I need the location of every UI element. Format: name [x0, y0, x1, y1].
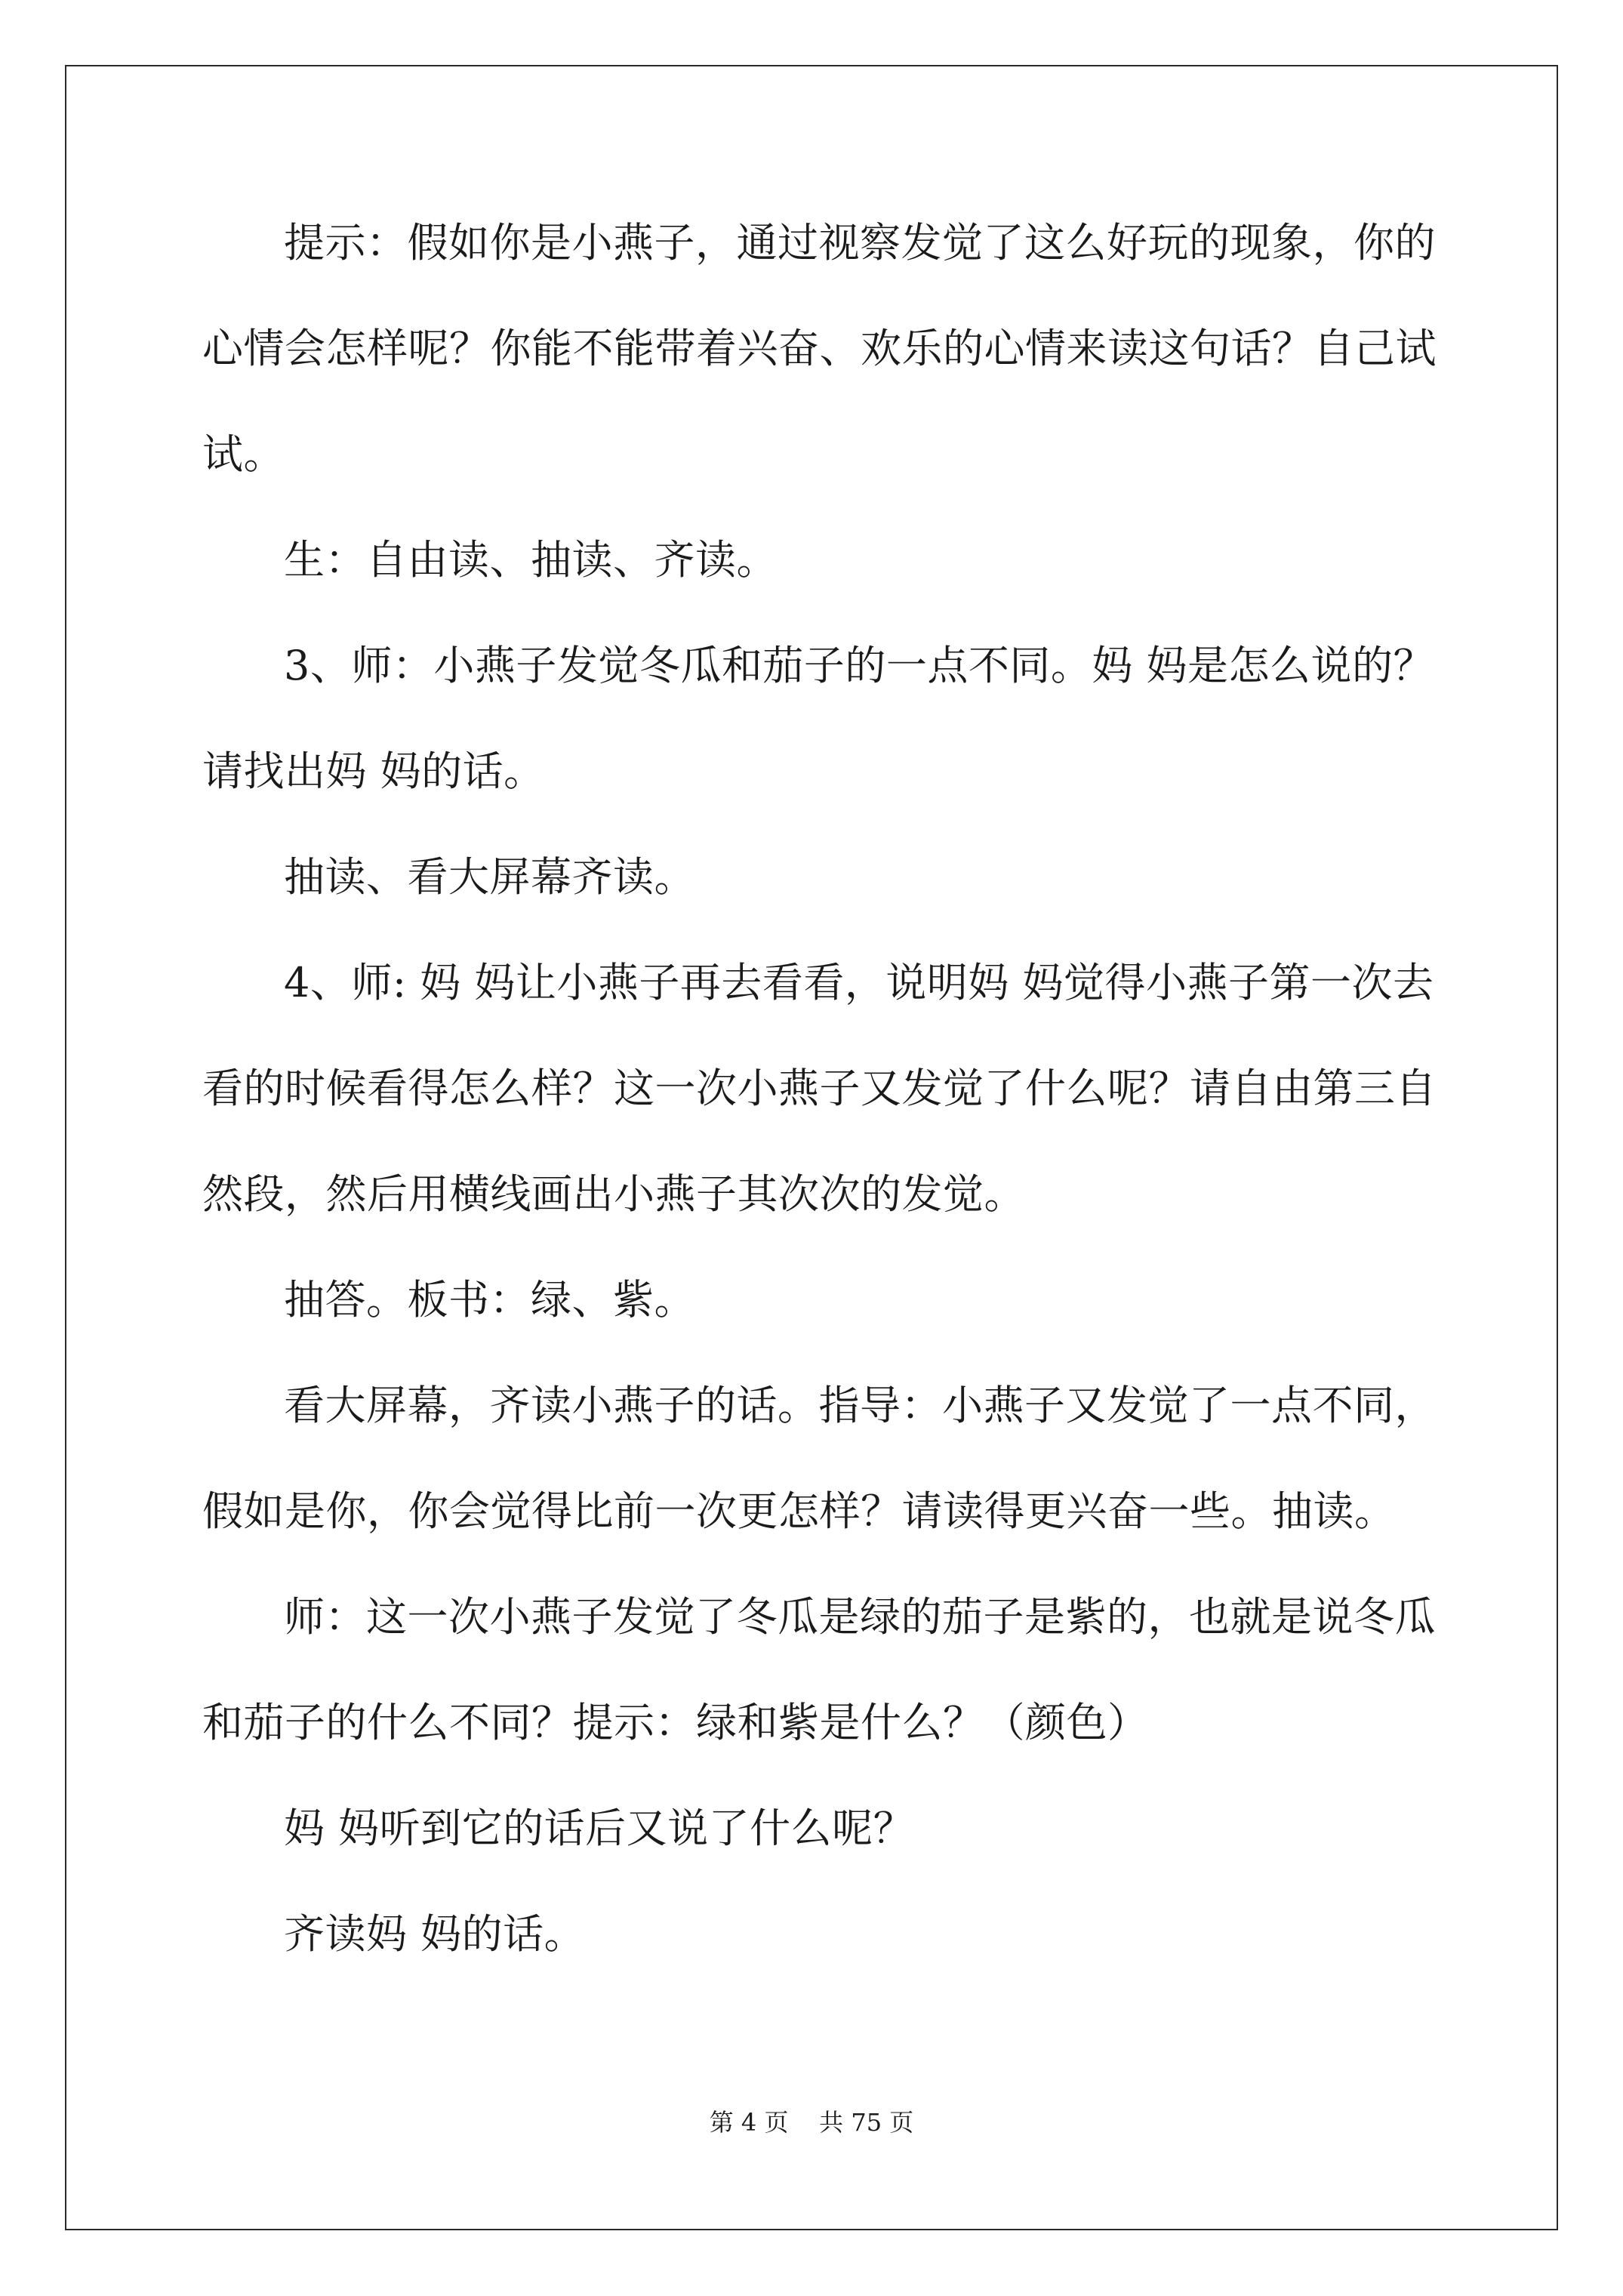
paragraph: 师：这一次小燕子发觉了冬瓜是绿的茄子是紫的，也就是说冬瓜和茄子的什么不同？提示：绿和紫是什么？（颜色）	[202, 1593, 1436, 1746]
paragraph: 3、师：小燕子发觉冬瓜和茄子的一点不同。妈 妈是怎么说的？请找出妈 妈的话。	[202, 642, 1435, 795]
paragraph: 4、师: 妈 妈让小燕子再去看看，说明妈 妈觉得小燕子第一次去看的时候看得怎么样？这一次小燕子又发觉了什么呢？请自由第三自然段，然后用横线画出小燕子其次次的发觉。	[202, 959, 1437, 1218]
paragraph: 看大屏幕，齐读小燕子的话。指导：小燕子又发觉了一点不同，假如是你，你会觉得比前一次更怎样？请读得更兴奋一些。抽读。	[202, 1382, 1436, 1535]
paragraph: 妈 妈听到它的话后又说了什么呢？	[284, 1804, 915, 1852]
paragraph: 抽读、看大屏幕齐读。	[284, 853, 695, 901]
paragraph: 生：自由读、抽读、齐读。	[284, 536, 778, 584]
page-total: 共 75 页	[819, 2108, 914, 2137]
page-number: 第 4 页	[709, 2108, 789, 2137]
page-footer	[0, 2103, 1623, 2138]
paragraph: 提示：假如你是小燕子，通过视察发觉了这么好玩的现象，你的心情会怎样呢？你能不能带着兴奋、欢乐的心情来读这句话？自己试试。	[202, 219, 1437, 478]
document-body	[202, 190, 1440, 1987]
paragraph: 抽答。板书：绿、紫。	[284, 1276, 695, 1324]
paragraph: 齐读妈 妈的话。	[284, 1910, 586, 1958]
